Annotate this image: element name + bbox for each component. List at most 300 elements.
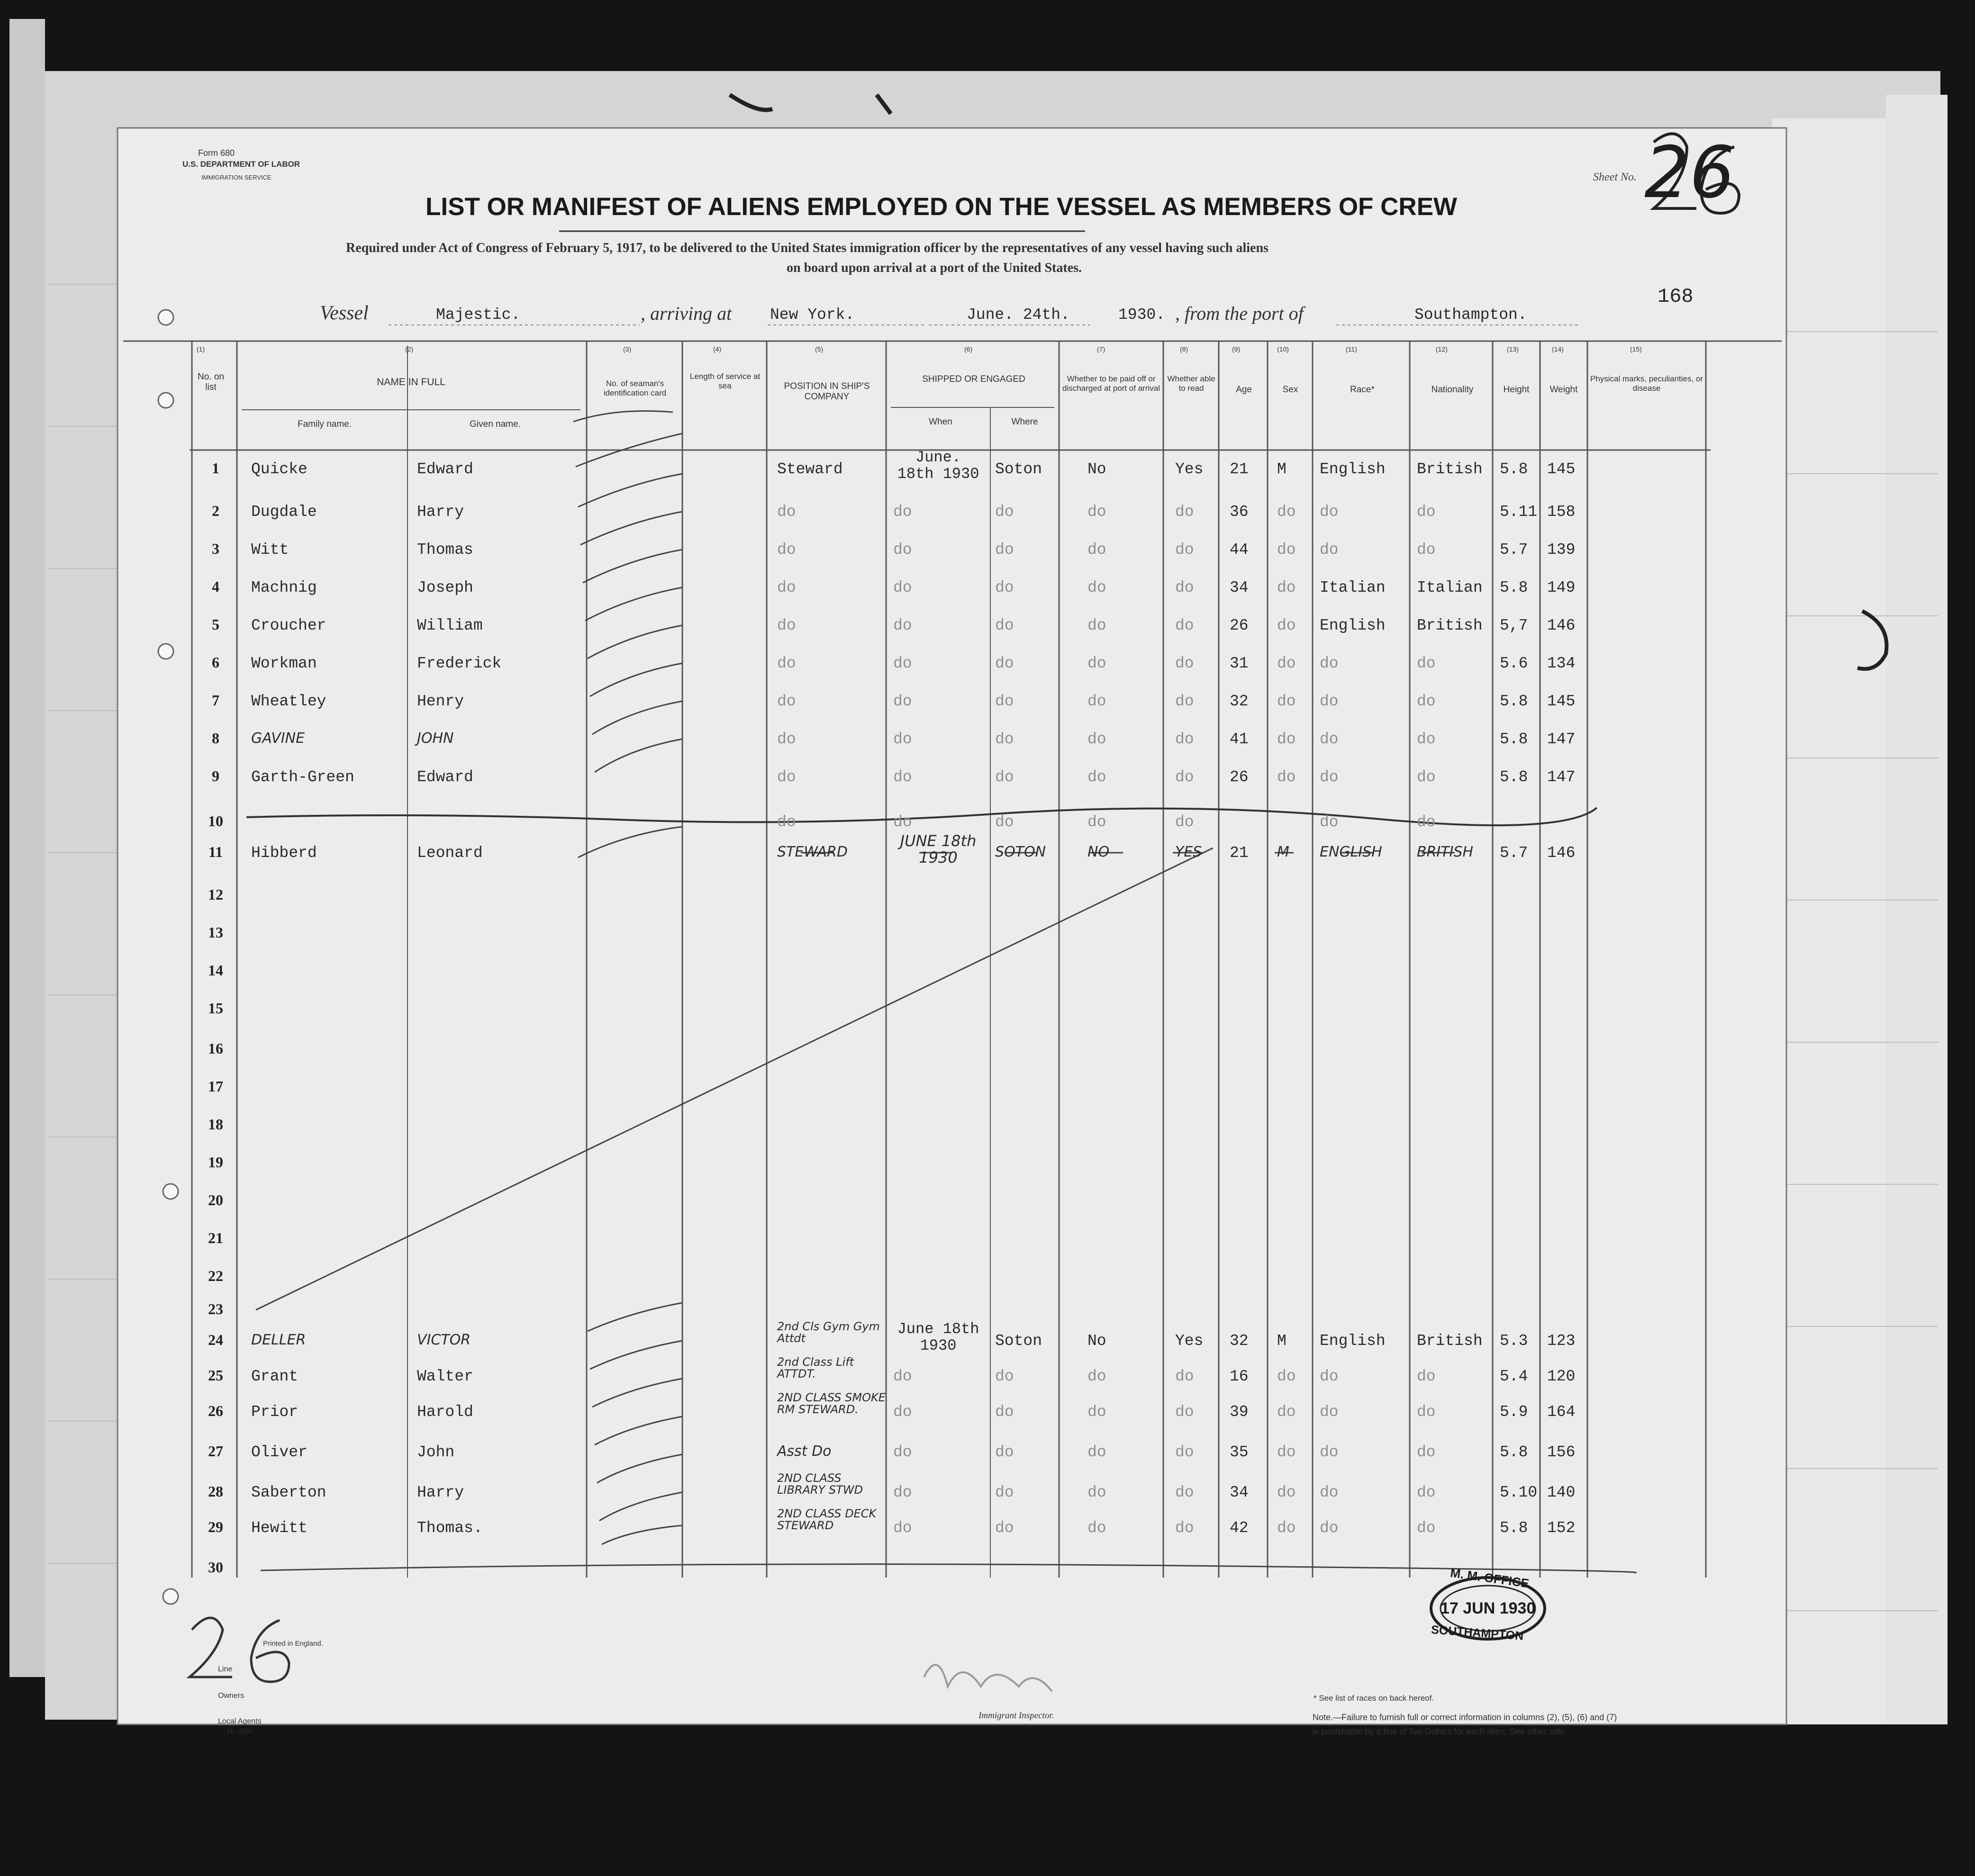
arriving-label: , arriving at [641,303,732,324]
cell-height: 5.7 [1500,541,1528,559]
cell-where: do [995,617,1014,634]
row-number: 16 [208,1040,223,1057]
cell-nationality: do [1417,503,1436,521]
cell-position: do [777,579,796,596]
cell-paid: NO [1087,844,1110,860]
cell-read: do [1175,731,1194,748]
cell-race: do [1320,1368,1339,1385]
header-position: POSITION IN SHIP'S COMPANY [784,381,870,402]
cell-paid: do [1087,1403,1106,1421]
cell-height: 5,7 [1500,617,1528,634]
cell-family: Croucher [251,617,326,634]
cell-family: Workman [251,655,317,672]
cell-given: Harry [417,1484,464,1501]
row-number: 11 [208,843,223,860]
agents-label: Local Agents [218,1717,262,1725]
row-number: 8 [212,730,219,747]
header-age: Age [1236,385,1252,395]
row-number: 6 [212,654,219,671]
header-id-card: No. of seaman's identification card [603,379,667,397]
cell-race: English [1320,1332,1386,1350]
header-paid-off: Whether to be paid off or discharged at port of arrival [1062,374,1160,393]
cell-where: do [995,693,1014,710]
cell-when: do [893,503,912,521]
cell-sex: do [1277,1519,1296,1537]
cell-paid: do [1087,579,1106,596]
cell-height: 5.8 [1500,693,1528,710]
page-number: 168 [1658,285,1694,308]
cell-family: Wheatley [251,693,326,710]
cell-position: do [777,813,796,831]
row-number: 28 [208,1483,223,1500]
row-number: 23 [208,1300,223,1317]
header-nationality: Nationality [1431,385,1474,395]
cell-race: Italian [1320,579,1386,596]
cell-given: Walter [417,1368,473,1385]
column-number: (6) [964,345,973,353]
cell-given: VICTOR [417,1332,471,1348]
row-number: 21 [208,1229,223,1246]
cell-height: 5.8 [1500,731,1528,748]
cell-where: do [995,1519,1014,1537]
cell-age: 16 [1230,1368,1249,1385]
cell-paid: do [1087,1519,1106,1537]
cell-nationality: do [1417,1443,1436,1461]
row-number: 14 [208,962,223,979]
cell-height: 5.7 [1500,844,1528,862]
cell-given: Harry [417,503,464,521]
column-number: (7) [1097,345,1105,353]
cell-paid: do [1087,1368,1106,1385]
header-given-name: Given name. [470,419,521,429]
cell-where: SOTON [995,844,1046,860]
cell-given: Leonard [417,844,483,862]
header-sex: Sex [1282,385,1298,395]
cell-sex: M [1277,1332,1286,1350]
cell-age: 32 [1230,693,1249,710]
cell-when: do [893,1443,912,1461]
cell-family: GAVINE [251,730,305,747]
header-when: When [929,417,952,427]
cell-read: do [1175,1403,1194,1421]
departure-port: Southampton. [1414,306,1527,324]
cell-when: do [893,1403,912,1421]
cell-race: do [1320,1403,1339,1421]
row-number: 30 [208,1559,223,1576]
cell-sex: do [1277,541,1296,559]
cell-race: English [1320,617,1386,634]
cell-when: do [893,1484,912,1501]
row-number: 24 [208,1331,223,1348]
row-number: 18 [208,1116,223,1133]
cell-paid: do [1087,1484,1106,1501]
header-shipped: SHIPPED OR ENGAGED [922,374,1025,384]
cell-when: do [893,541,912,559]
cell-paid: do [1087,617,1106,634]
cell-given: Thomas. [417,1519,483,1537]
cell-weight: 139 [1547,541,1576,559]
owners-label: Owners [218,1692,245,1700]
cell-paid: do [1087,693,1106,710]
subtitle-line-2: on board upon arrival at a port of the United States. [787,261,1082,275]
cell-position: 2ND CLASS DECK STEWARD [777,1507,877,1533]
cell-nationality: do [1417,768,1436,786]
column-number: (11) [1346,345,1357,353]
cell-given: JOHN [417,730,454,747]
cell-sex: do [1277,617,1296,634]
cell-age: 32 [1230,1332,1249,1350]
cell-where: do [995,1443,1014,1461]
cell-weight: 164 [1547,1403,1576,1421]
cell-sex: do [1277,1403,1296,1421]
column-number: (2) [405,345,414,353]
cell-paid: No [1087,1332,1106,1350]
cell-read: do [1175,1519,1194,1537]
cell-position: 2ND CLASS LIBRARY STWD [777,1471,863,1497]
cell-height: 5.3 [1500,1332,1528,1350]
cell-read: do [1175,579,1194,596]
cell-sex: do [1277,693,1296,710]
cell-read: Yes [1175,1332,1204,1350]
cell-position: do [777,693,796,710]
cell-weight: 147 [1547,731,1576,748]
cell-when: June. 18th 1930 [897,449,979,483]
cell-nationality: do [1417,1368,1436,1385]
cell-where: do [995,655,1014,672]
cell-paid: do [1087,655,1106,672]
cell-when: do [893,768,912,786]
cell-paid: do [1087,1443,1106,1461]
header-family-name: Family name. [297,419,352,429]
printed-in-england: Printed in England. [263,1640,323,1648]
header-length-service: Length of service at sea [689,372,761,390]
cell-position: do [777,503,796,521]
cell-given: William [417,617,483,634]
row-number: 10 [208,812,223,830]
cell-when: do [893,655,912,672]
cell-paid: do [1087,541,1106,559]
cell-paid: do [1087,813,1106,831]
cell-nationality: do [1417,541,1436,559]
cell-given: Edward [417,768,473,786]
column-number: (8) [1180,345,1188,353]
cell-family: Saberton [251,1484,326,1501]
row-number: 25 [208,1367,223,1384]
cell-nationality: BRITISH [1417,844,1474,860]
cell-nationality: do [1417,1519,1436,1537]
cell-family: Quicke [251,460,308,478]
cell-sex: do [1277,1443,1296,1461]
cell-height: 5.10 [1500,1484,1538,1501]
cell-height: 5.9 [1500,1403,1528,1421]
service-label: IMMIGRATION SERVICE [201,174,272,181]
races-note: * See list of races on back hereof. [1314,1694,1434,1703]
cell-sex: do [1277,768,1296,786]
cell-sex: M [1277,844,1289,860]
row-number: 26 [208,1402,223,1419]
cell-position: 2nd Class Lift ATTDT. [777,1355,854,1381]
cell-nationality: do [1417,731,1436,748]
cell-height: 5.8 [1500,1443,1528,1461]
note-line-1: Note.—Failure to furnish full or correct information in columns (2), (5), (6) and (7) [1313,1713,1617,1722]
cell-when: do [893,813,912,831]
cell-weight: 134 [1547,655,1576,672]
cell-weight: 149 [1547,579,1576,596]
row-number: 29 [208,1518,223,1535]
cell-nationality: do [1417,813,1436,831]
cell-read: do [1175,1484,1194,1501]
cell-age: 26 [1230,617,1249,634]
cell-position: 2ND CLASS SMOKE RM STEWARD. [777,1391,886,1416]
form-code: 14—1260 [226,1728,252,1734]
cell-family: Prior [251,1403,299,1421]
row-number: 3 [212,540,219,557]
header-weight: Weight [1549,385,1578,395]
row-number: 17 [208,1078,223,1095]
column-number: (15) [1630,345,1642,353]
cell-sex: do [1277,1484,1296,1501]
cell-where: do [995,813,1014,831]
header-able-read: Whether able to read [1167,374,1215,393]
vessel-label: Vessel [320,302,369,324]
cell-given: Edward [417,460,473,478]
cell-read: do [1175,541,1194,559]
arrival-year: 1930. [1118,306,1166,324]
cell-position: 2nd Cls Gym Gym Attdt [777,1320,880,1345]
cell-weight: 145 [1547,460,1576,478]
cell-given: Henry [417,693,464,710]
cell-nationality: British [1417,460,1483,478]
header-no-on-list: No. on list [198,372,224,392]
row-number: 13 [208,924,223,941]
cell-weight: 120 [1547,1368,1576,1385]
cell-age: 21 [1230,460,1249,478]
cell-height: 5.11 [1500,503,1538,521]
cell-position: Asst Do [777,1443,832,1460]
cell-position: do [777,655,796,672]
cell-height: 5.6 [1500,655,1528,672]
cell-age: 41 [1230,731,1249,748]
cell-nationality: British [1417,617,1483,634]
cell-when: do [893,579,912,596]
cell-height: 5.8 [1500,768,1528,786]
cell-paid: do [1087,731,1106,748]
cell-nationality: Italian [1417,579,1483,596]
stamp-office: M. M. OFFICE [1449,1565,1530,1591]
cell-weight: 146 [1547,844,1576,862]
row-number: 1 [212,460,219,477]
row-number: 4 [212,578,219,595]
cell-height: 5.4 [1500,1368,1528,1385]
cell-age: 36 [1230,503,1249,521]
column-number: (9) [1232,345,1241,353]
cell-where: do [995,1484,1014,1501]
stamp-port: SOUTHAMPTON [1431,1623,1524,1643]
cell-where: do [995,1403,1014,1421]
cell-age: 44 [1230,541,1249,559]
row-number: 27 [208,1443,223,1460]
cell-when: JUNE 18th 1930 [900,832,977,867]
cell-position: do [777,768,796,786]
cell-sex: do [1277,503,1296,521]
stamp-date: 17 JUN 1930 [1440,1599,1536,1617]
cell-family: Machnig [251,579,317,596]
cell-read: do [1175,768,1194,786]
cell-position: do [777,617,796,634]
column-number: (12) [1436,345,1448,353]
form-number: Form 680 [198,148,235,158]
cell-where: do [995,503,1014,521]
cell-where: do [995,731,1014,748]
cell-height: 5.8 [1500,460,1528,478]
cell-age: 31 [1230,655,1249,672]
cell-read: do [1175,693,1194,710]
line-label: Line [218,1665,233,1673]
cell-race: do [1320,503,1339,521]
cell-weight: 158 [1547,503,1576,521]
cell-given: Thomas [417,541,473,559]
cell-read: do [1175,1368,1194,1385]
cell-race: do [1320,541,1339,559]
cell-weight: 156 [1547,1443,1576,1461]
cell-race: do [1320,693,1339,710]
cell-race: do [1320,813,1339,831]
header-where: Where [1011,417,1038,427]
cell-weight: 152 [1547,1519,1576,1537]
row-number: 9 [212,767,219,785]
column-number: (14) [1552,345,1564,353]
column-number: (3) [623,345,632,353]
cell-when: do [893,1519,912,1537]
cell-when: do [893,731,912,748]
arrival-date: June. 24th. [967,306,1070,324]
column-number: (1) [197,345,205,353]
cell-nationality: British [1417,1332,1483,1350]
cell-height: 5.8 [1500,1519,1528,1537]
cell-paid: do [1087,768,1106,786]
cell-weight: 147 [1547,768,1576,786]
cell-race: do [1320,1443,1339,1461]
cell-given: Harold [417,1403,473,1421]
cell-race: do [1320,1519,1339,1537]
cell-position: STEWARD [777,844,848,860]
cell-nationality: do [1417,1403,1436,1421]
cell-race: do [1320,655,1339,672]
row-number: 7 [212,692,219,709]
cell-given: John [417,1443,455,1461]
cell-read: do [1175,617,1194,634]
cell-family: Garth-Green [251,768,354,786]
cell-read: Yes [1175,460,1204,478]
cell-family: DELLER [251,1332,306,1348]
column-number: (10) [1277,345,1289,353]
cell-age: 35 [1230,1443,1249,1461]
cell-sex: do [1277,1368,1296,1385]
from-port-label: , from the port of [1175,303,1304,324]
cell-when: do [893,617,912,634]
cell-family: Witt [251,541,289,559]
cell-when: do [893,693,912,710]
row-number: 5 [212,616,219,633]
cell-read: do [1175,655,1194,672]
header-height: Height [1503,385,1530,395]
cell-position: do [777,541,796,559]
cell-race: do [1320,731,1339,748]
header-marks: Physical marks, peculiarities, or disease [1590,374,1703,393]
cell-race: ENGLISH [1320,844,1382,860]
cell-given: Frederick [417,655,502,672]
cell-position: do [777,731,796,748]
cell-sex: do [1277,731,1296,748]
cell-nationality: do [1417,655,1436,672]
cell-sex: do [1277,655,1296,672]
row-number: 2 [212,502,219,519]
cell-nationality: do [1417,1484,1436,1501]
column-number: (4) [713,345,722,353]
sheet-number: 26 [1644,132,1735,214]
cell-weight: 140 [1547,1484,1576,1501]
cell-read: YES [1175,844,1202,860]
sheet-label: Sheet No. [1593,171,1637,183]
cell-where: Soton [995,460,1042,478]
cell-when: do [893,1368,912,1385]
column-number: (5) [815,345,824,353]
cell-race: do [1320,768,1339,786]
cell-age: 34 [1230,579,1249,596]
cell-paid: do [1087,503,1106,521]
cell-where: do [995,579,1014,596]
department-label: U.S. DEPARTMENT OF LABOR [182,160,300,169]
header-name-in-full: NAME IN FULL [377,377,445,388]
cell-read: do [1175,813,1194,831]
arrival-port: New York. [770,306,855,324]
cell-age: 34 [1230,1484,1249,1501]
margin-sheet-number [180,1601,307,1701]
cell-age: 42 [1230,1519,1249,1537]
row-number: 15 [208,1000,223,1017]
cell-age: 39 [1230,1403,1249,1421]
row-number: 20 [208,1191,223,1209]
cell-paid: No [1087,460,1106,478]
cell-age: 26 [1230,768,1249,786]
cell-read: do [1175,1443,1194,1461]
cell-position: Steward [777,460,843,478]
row-number: 12 [208,886,223,903]
cell-family: Hibberd [251,844,317,862]
cell-nationality: do [1417,693,1436,710]
subtitle-line-1: Required under Act of Congress of February 5, 1917, to be delivered to the United States immigration officer by the representatives of any vessel having such aliens [346,241,1268,255]
header-race: Race* [1350,385,1375,395]
note-line-2: is punishable by a fine of Ten Dollars for each alien. See other side. [1313,1727,1567,1736]
cell-where: do [995,768,1014,786]
cell-sex: M [1277,460,1286,478]
cell-weight: 123 [1547,1332,1576,1350]
cell-weight: 146 [1547,617,1576,634]
cell-race: do [1320,1484,1339,1501]
row-number: 19 [208,1154,223,1171]
cell-when: June 18th 1930 [897,1320,979,1355]
cell-family: Oliver [251,1443,308,1461]
cell-read: do [1175,503,1194,521]
cell-race: English [1320,460,1386,478]
cell-family: Hewitt [251,1519,308,1537]
cell-sex: do [1277,579,1296,596]
cell-family: Dugdale [251,503,317,521]
cell-given: Joseph [417,579,473,596]
cell-age: 21 [1230,844,1249,862]
cell-where: do [995,1368,1014,1385]
cell-weight: 145 [1547,693,1576,710]
